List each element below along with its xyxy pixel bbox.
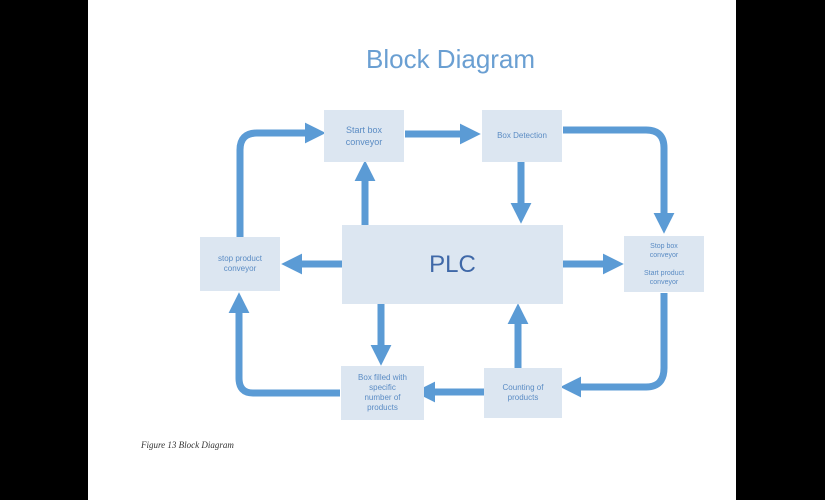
- node-stop-box-start-product: Stop box conveyor Start product conveyor: [624, 236, 704, 292]
- node-start-box-conveyor: Start box conveyor: [324, 110, 404, 162]
- document-page: [88, 0, 736, 500]
- node-box-filled: Box filled with specific number of products: [341, 366, 424, 420]
- arrow-stop-to-start: [240, 133, 316, 243]
- arrow-detection-to-stopbox: [563, 130, 664, 224]
- arrow-stopbox-to-counting: [570, 293, 664, 387]
- figure-caption: Figure 13 Block Diagram: [141, 440, 234, 450]
- arrow-filled-to-stop: [239, 302, 340, 393]
- node-plc: PLC: [342, 225, 563, 304]
- diagram-title: Block Diagram: [366, 44, 536, 74]
- node-stop-product-conveyor: stop product conveyor: [200, 237, 280, 291]
- node-counting-products: Counting of products: [484, 368, 562, 418]
- node-box-detection: Box Detection: [482, 110, 562, 162]
